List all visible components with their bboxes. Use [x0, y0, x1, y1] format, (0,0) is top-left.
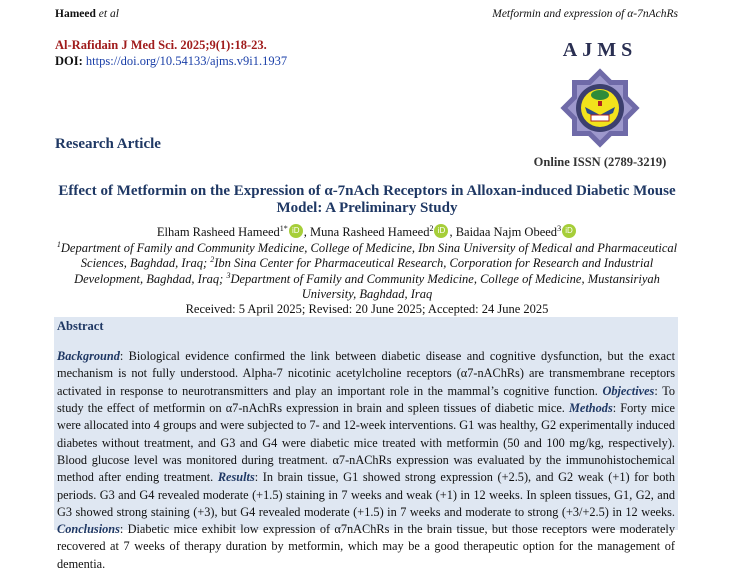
section-text: : In brain tissue, G1 showed strong expression (+2.5), and G2 weak (+1) for both periods. G3 and G4 revealed moderate (+1.5) staining in 7 weeks and weak (+1) in 12 weeks. In spleen tissues, G1, G2, and G3 showed strong staining (+3), but G4 revealed moderate (+1.5) in 7 weeks and moderate to strong (+3/+2.5) in 12 weeks. [57, 470, 675, 519]
author-name: Muna Rasheed Hameed [310, 225, 430, 239]
affiliation-marker: 1 [56, 239, 61, 249]
section-label-background: Background [57, 349, 120, 364]
section-label-conclusions: Conclusions [57, 522, 120, 537]
article-dates: Received: 5 April 2025; Revised: 20 June 2025; Accepted: 24 June 2025 [185, 302, 549, 317]
running-header-author [55, 8, 119, 20]
author-name: Elham Rasheed Hameed [156, 225, 280, 239]
section-text: : Biological evidence confirmed the link between diabetic disease and cognitive dysfunction, but the exact mechanism is not fully understood. Alpha-7 nicotinic acetylcholine receptors (α7-nAChRs) are transmembrane receptors activated in response to neurotransmitters and play an important role in the mammal’s cognitive function. [57, 349, 675, 398]
section-label-results: Results [217, 470, 255, 485]
abstract-body [54, 348, 678, 573]
orcid-icon[interactable]: iD [562, 224, 576, 238]
doi-link[interactable]: https://doi.org/10.54133/ajms.v9i1.1937 [85, 54, 288, 68]
affiliations [47, 241, 687, 302]
author-affiliation-marker: 3 [557, 223, 562, 233]
article-front-matter [40, 183, 694, 571]
journal-logo [505, 38, 695, 170]
orcid-icon[interactable]: iD [289, 224, 303, 238]
abstract-box [54, 317, 678, 571]
journal-emblem-icon [555, 63, 645, 153]
author-surname: Hameed [55, 8, 96, 20]
doi-label: DOI: [55, 54, 83, 68]
affiliation: Department of Family and Community Medicine, College of Medicine, Ibn Sina University of Medical and Pharmaceutical Sciences, Baghdad, Iraq; [60, 241, 678, 271]
author-list: Elham Rasheed Hameed$^{1*}$ iD , Muna Rasheed Hameed$^2$ iD , Baidaa Najm Obeed$^3$ iD [40, 223, 694, 241]
online-issn: Online ISSN (2789-3219) [533, 155, 667, 169]
affiliation: Department of Family and Community Medicine, College of Medicine, Mustansiriyah University, Baghdad, Iraq [230, 271, 660, 301]
affiliation: Ibn Sina Center for Pharmaceutical Research, Corporation for Research and Industrial Development, Baghdad, Iraq; [74, 256, 654, 286]
affiliation-marker: 3 [226, 270, 231, 280]
author-affiliation-marker: 1* [279, 223, 288, 233]
article-type: Research Article [55, 136, 161, 152]
section-text: : To study the effect of metformin on α7-nAchRs expression in brain and spleen tissues of diabetic mice. [57, 383, 675, 416]
running-header-title: Metformin and expression of α-7nAchRs [492, 8, 678, 20]
section-label-methods: Methods [569, 401, 613, 416]
logo-name: AJMS [562, 39, 638, 61]
section-text: : Forty mice were allocated into 4 groups and were subjected to 7- and 12-week interventions. G1 was healthy, G2 experimentally induced diabetes without treatment, and G3 and G4 were diabetic mice treated with metformin (50 and 100 mg/kg, respectively). Blood glucose level was monitored during treatment. α7-nAChRs expression was evaluated by the immunohistochemical method after ending treatment. [57, 401, 675, 485]
section-text: : Diabetic mice exhibit low expression of α7nAChRs in the brain tissue, but those receptors were moderately recovered at 7 weeks of therapy duration by metformin, which may be a good therapeutic option for the management of dementia. [57, 522, 675, 571]
affiliation-marker: 2 [210, 255, 215, 265]
article-title: Effect of Metformin on the Expression of α-7nAch Receptors in Alloxan-induced Diabetic Mouse Model: A Preliminary Study [58, 183, 676, 216]
section-label-objectives: Objectives [602, 383, 655, 398]
orcid-icon[interactable]: iD [434, 224, 448, 238]
author-name: Baidaa Najm Obeed [455, 225, 558, 239]
author-affiliation-marker: 2 [429, 223, 434, 233]
journal-citation: Al-Rafidain J Med Sci. 2025;9(1):18-23. [55, 38, 267, 52]
et-al: et al [98, 8, 119, 20]
abstract-heading: Abstract [57, 319, 104, 334]
doi-line [55, 54, 287, 69]
